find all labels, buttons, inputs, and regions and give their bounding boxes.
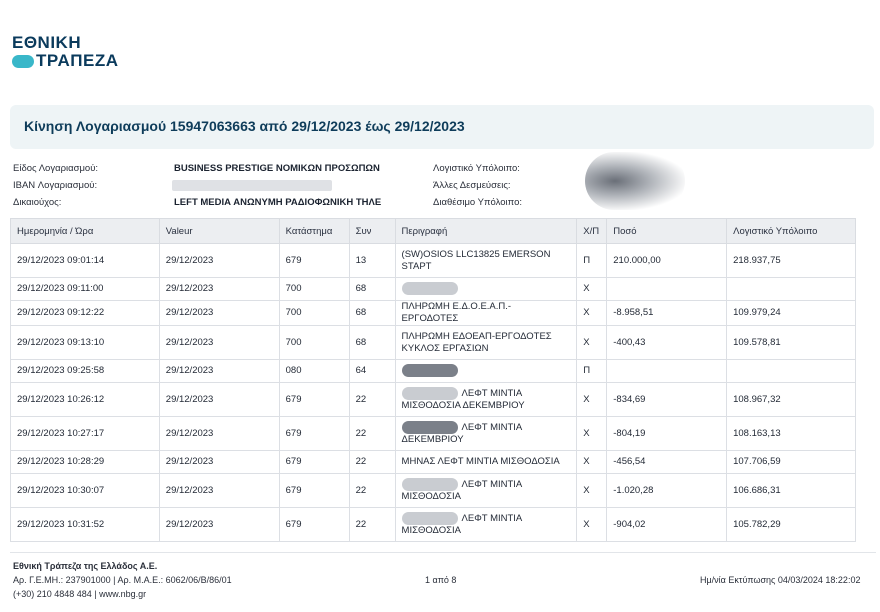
cell-balance: 108.967,32 [727,383,856,417]
cell-balance: 109.979,24 [727,301,856,326]
description-line2: ΜΙΣΘΟΔΟΣΙΑ [401,491,461,502]
cell-description [395,360,577,383]
col-header-description: Περιγραφή [395,219,577,244]
holder-label: Δικαιούχος: [13,197,62,208]
footer-registry: Αρ. Γ.Ε.ΜΗ.: 237901000 | Αρ. Μ.Α.Ε.: 6062/06/Β/86/01 [13,575,232,585]
redacted-mark [402,512,458,525]
cell-syn: 68 [349,301,395,326]
footer-divider [10,552,876,553]
cell-date: 29/12/2023 09:13:10 [11,326,160,360]
cell-amount: -1.020,28 [607,474,727,508]
available-balance-label: Διαθέσιμο Υπόλοιπο: [433,197,523,208]
transactions-table [10,218,856,542]
description-line2: ΜΙΣΘΟΔΟΣΙΑ [401,525,461,536]
cell-description [395,278,577,301]
cell-dc: Χ [577,451,607,474]
bank-logo [12,34,119,70]
description-line1: ΠΛΗΡΩΜΗ ΕΔΟΕΑΠ-ΕΡΓΟΔΟΤΕΣ [401,330,552,342]
footer-company: Εθνική Τράπεζα της Ελλάδος Α.Ε. [13,561,158,571]
table-row [11,508,856,542]
cell-date: 29/12/2023 10:27:17 [11,417,160,451]
cell-dc: Χ [577,278,607,301]
cell-dc: Π [577,244,607,278]
cell-syn: 22 [349,383,395,417]
cell-valeur: 29/12/2023 [159,417,279,451]
description-line2: ΜΙΣΘΟΔΟΣΙΑ ΔΕΚΕΜΒΡΙΟΥ [401,400,525,411]
cell-balance [727,278,856,301]
cell-branch: 700 [279,301,349,326]
cell-valeur: 29/12/2023 [159,278,279,301]
cell-description [395,244,577,278]
cell-date: 29/12/2023 09:11:00 [11,278,160,301]
cell-branch: 679 [279,383,349,417]
table-row [11,278,856,301]
logo-mark-icon [12,55,34,68]
redacted-mark [402,421,458,434]
description-line1: ΛΕΦΤ ΜΙΝΤΙΑ [461,388,523,399]
logo-text-line2: ΤΡΑΠΕΖΑ [36,51,119,70]
description-line1: ΜΗΝΑΣ ΛΕΦΤ ΜΙΝΤΙΑ ΜΙΣΘΟΔΟΣΙΑ [401,456,560,467]
cell-date: 29/12/2023 09:12:22 [11,301,160,326]
cell-amount: -904,02 [607,508,727,542]
cell-branch: 700 [279,326,349,360]
cell-branch: 679 [279,474,349,508]
table-row [11,244,856,278]
statement-title-bar [10,105,874,149]
cell-amount: -834,69 [607,383,727,417]
col-header-balance: Λογιστικό Υπόλοιπο [727,219,856,244]
table-row [11,417,856,451]
cell-date: 29/12/2023 09:01:14 [11,244,160,278]
cell-dc: Χ [577,508,607,542]
cell-balance [727,360,856,383]
cell-valeur: 29/12/2023 [159,474,279,508]
redacted-mark [402,364,458,377]
logo-text-line1: ΕΘΝΙΚΗ [12,33,82,52]
cell-dc: Χ [577,326,607,360]
cell-description [395,417,577,451]
col-header-syn: Συν [349,219,395,244]
cell-balance: 218.937,75 [727,244,856,278]
cell-valeur: 29/12/2023 [159,451,279,474]
cell-syn: 68 [349,278,395,301]
cell-syn: 22 [349,417,395,451]
footer-page-number: 1 από 8 [425,575,457,585]
description-line2: ΚΥΚΛΟΣ ΕΡΓΑΣΙΩΝ [401,342,489,354]
redacted-mark [402,387,458,400]
account-type-label: Είδος Λογαριασμού: [13,163,99,174]
cell-syn: 22 [349,474,395,508]
cell-balance: 107.706,59 [727,451,856,474]
description-line1: ΛΕΦΤ ΜΙΝΤΙΑ [461,479,523,490]
col-header-branch: Κατάστημα [279,219,349,244]
account-type-value: BUSINESS PRESTIGE ΝΟΜΙΚΩΝ ΠΡΟΣΩΠΩΝ [174,163,380,174]
cell-description [395,508,577,542]
cell-dc: Χ [577,474,607,508]
cell-date: 29/12/2023 10:28:29 [11,451,160,474]
cell-valeur: 29/12/2023 [159,326,279,360]
description-line1: ΛΕΦΤ ΜΙΝΤΙΑ [461,422,523,433]
cell-date: 29/12/2023 09:25:58 [11,360,160,383]
table-row [11,360,856,383]
description-line1: (SW)OSIOS LLC13825 EMERSON [401,248,551,260]
redacted-mark [402,478,458,491]
cell-balance: 106.686,31 [727,474,856,508]
cell-description [395,383,577,417]
holder-value: LEFT MEDIA ΑΝΩΝΥΜΗ ΡΑΔΙΟΦΩΝΙΚΗ ΤΗΛΕ [174,197,382,208]
col-header-date: Ημερομηνία / Ώρα [11,219,160,244]
cell-date: 29/12/2023 10:26:12 [11,383,160,417]
cell-amount: -804,19 [607,417,727,451]
description-line2: STAPT [401,260,432,272]
description-line1: ΠΛΗΡΩΜΗ Ε.Δ.Ο.Ε.Α.Π.- ΕΡΓΟΔΟΤΕΣ [401,301,512,324]
col-header-amount: Ποσό [607,219,727,244]
book-balance-label: Λογιστικό Υπόλοιπο: [433,163,520,174]
col-header-dc: Χ/Π [577,219,607,244]
cell-amount [607,278,727,301]
cell-branch: 080 [279,360,349,383]
cell-syn: 22 [349,508,395,542]
cell-amount: -400,43 [607,326,727,360]
cell-dc: Π [577,360,607,383]
cell-branch: 679 [279,417,349,451]
cell-valeur: 29/12/2023 [159,301,279,326]
table-row [11,301,856,326]
table-row [11,451,856,474]
cell-branch: 679 [279,244,349,278]
cell-amount [607,360,727,383]
iban-redacted [172,180,332,191]
cell-dc: Χ [577,383,607,417]
cell-description [395,474,577,508]
table-row [11,383,856,417]
cell-balance: 105.782,29 [727,508,856,542]
cell-valeur: 29/12/2023 [159,508,279,542]
cell-description [395,301,577,326]
footer-print-date: Ημ/νία Εκτύπωσης 04/03/2024 18:22:02 [700,575,861,585]
cell-dc: Χ [577,417,607,451]
cell-branch: 679 [279,508,349,542]
description-line1: ΛΕΦΤ ΜΙΝΤΙΑ [461,513,523,524]
other-holds-label: Άλλες Δεσμεύσεις: [433,180,511,191]
cell-balance: 108.163,13 [727,417,856,451]
cell-amount: -8.958,51 [607,301,727,326]
cell-amount: -456,54 [607,451,727,474]
iban-label: IBAN Λογαριασμού: [13,180,98,191]
cell-description [395,326,577,360]
cell-balance: 109.578,81 [727,326,856,360]
cell-valeur: 29/12/2023 [159,383,279,417]
redacted-mark [402,282,458,295]
cell-amount: 210.000,00 [607,244,727,278]
cell-date: 29/12/2023 10:31:52 [11,508,160,542]
cell-description [395,451,577,474]
cell-valeur: 29/12/2023 [159,244,279,278]
cell-syn: 64 [349,360,395,383]
col-header-valeur: Valeur [159,219,279,244]
description-line2: ΔΕΚΕΜΒΡΙΟΥ [401,434,464,445]
cell-branch: 679 [279,451,349,474]
table-row [11,474,856,508]
cell-syn: 22 [349,451,395,474]
cell-valeur: 29/12/2023 [159,360,279,383]
cell-syn: 13 [349,244,395,278]
cell-date: 29/12/2023 10:30:07 [11,474,160,508]
cell-branch: 700 [279,278,349,301]
table-header-row [11,219,856,244]
cell-dc: Χ [577,301,607,326]
balances-redacted [585,152,685,210]
cell-syn: 68 [349,326,395,360]
statement-title: Κίνηση Λογαριασμού 15947063663 από 29/12/2023 έως 29/12/2023 [24,118,465,134]
footer-contact: (+30) 210 4848 484 | www.nbg.gr [13,589,147,599]
table-row [11,326,856,360]
